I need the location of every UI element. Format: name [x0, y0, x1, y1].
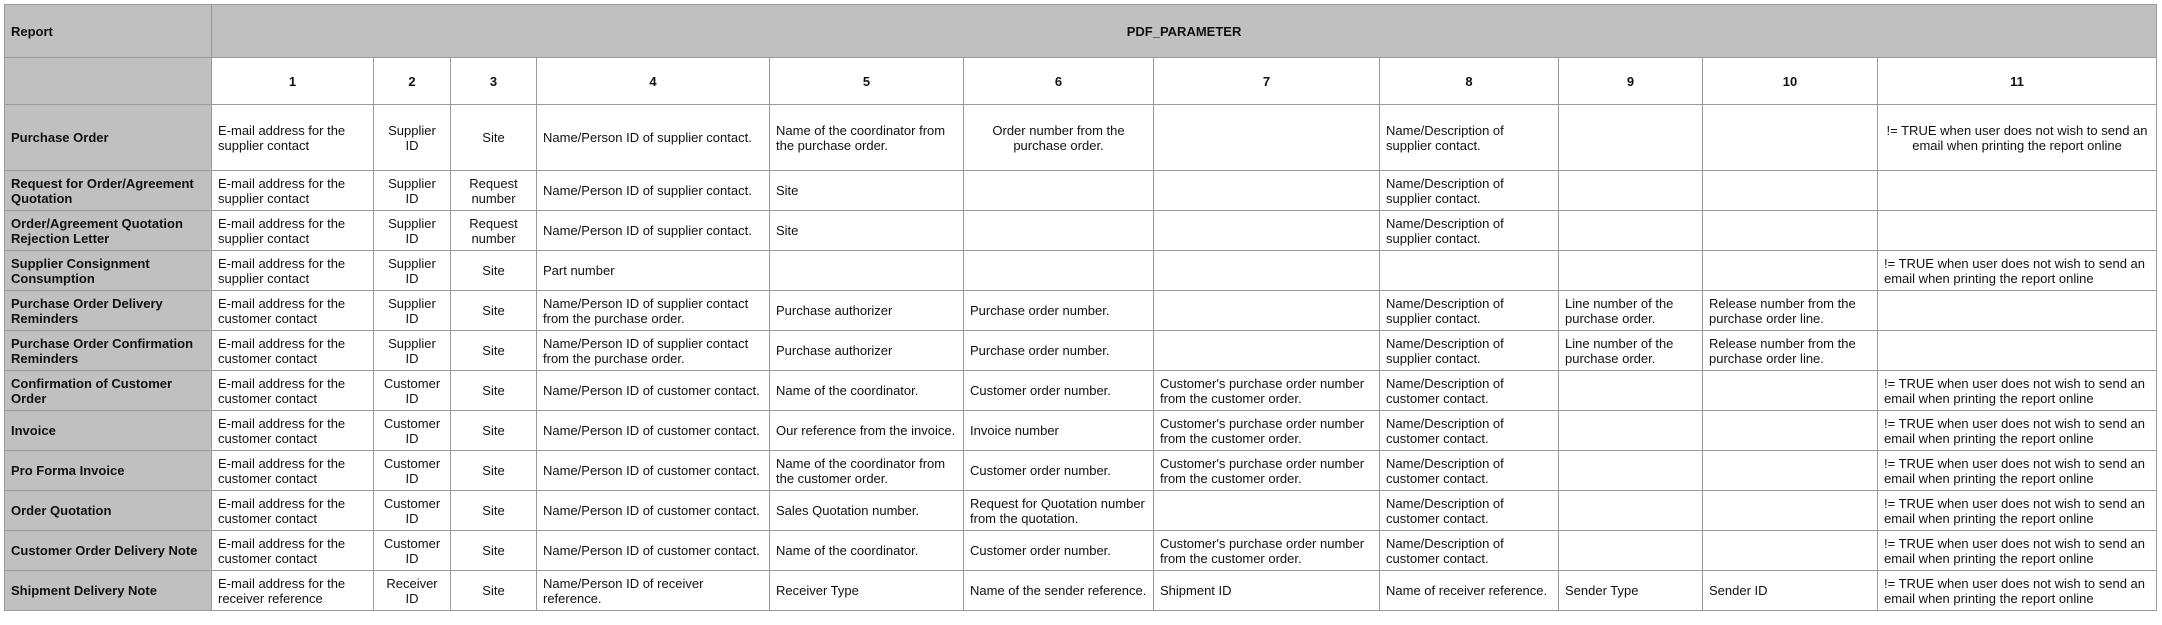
- parameter-cell-11: != TRUE when user does not wish to send an email when printing the report online: [1878, 571, 2157, 611]
- report-name-cell: Order Quotation: [5, 491, 212, 531]
- parameter-cell-10: Sender ID: [1703, 571, 1878, 611]
- table-row: [5, 371, 2157, 411]
- blank-header-cell: [5, 58, 212, 105]
- column-number-1: 1: [212, 58, 374, 105]
- parameter-cell-5: Sales Quotation number.: [770, 491, 964, 531]
- column-number-7: 7: [1154, 58, 1380, 105]
- parameter-cell-5: Name of the coordinator.: [770, 371, 964, 411]
- parameter-cell-8: Name/Description of supplier contact.: [1380, 331, 1559, 371]
- parameter-cell-9: [1559, 531, 1703, 571]
- parameter-cell-3: Site: [451, 491, 537, 531]
- parameter-cell-1: E-mail address for the supplier contact: [212, 171, 374, 211]
- parameter-cell-9: [1559, 371, 1703, 411]
- parameter-cell-5: Site: [770, 211, 964, 251]
- report-name-cell: Order/Agreement Quotation Rejection Letter: [5, 211, 212, 251]
- parameter-cell-3: Site: [451, 451, 537, 491]
- parameter-cell-10: [1703, 531, 1878, 571]
- parameter-cell-4: Name/Person ID of receiver reference.: [537, 571, 770, 611]
- column-number-2: 2: [374, 58, 451, 105]
- parameter-cell-7: Customer's purchase order number from the customer order.: [1154, 451, 1380, 491]
- column-number-10: 10: [1703, 58, 1878, 105]
- parameter-cell-7: [1154, 211, 1380, 251]
- parameter-cell-4: Name/Person ID of supplier contact from the purchase order.: [537, 331, 770, 371]
- parameter-cell-5: Name of the coordinator from the purchase order.: [770, 105, 964, 171]
- report-name-cell: Purchase Order Confirmation Reminders: [5, 331, 212, 371]
- parameter-cell-7: [1154, 171, 1380, 211]
- parameter-cell-8: Name/Description of supplier contact.: [1380, 171, 1559, 211]
- table-row: [5, 251, 2157, 291]
- parameter-cell-7: [1154, 491, 1380, 531]
- table-row: [5, 291, 2157, 331]
- parameter-cell-2: Supplier ID: [374, 105, 451, 171]
- parameter-cell-9: Sender Type: [1559, 571, 1703, 611]
- parameter-cell-2: Customer ID: [374, 451, 451, 491]
- parameter-cell-5: Purchase authorizer: [770, 331, 964, 371]
- parameter-cell-7: Shipment ID: [1154, 571, 1380, 611]
- parameter-cell-11: [1878, 291, 2157, 331]
- parameter-cell-11: != TRUE when user does not wish to send an email when printing the report online: [1878, 371, 2157, 411]
- column-number-3: 3: [451, 58, 537, 105]
- parameter-cell-6: Name of the sender reference.: [964, 571, 1154, 611]
- parameter-cell-8: Name/Description of supplier contact.: [1380, 211, 1559, 251]
- parameter-cell-10: Release number from the purchase order line.: [1703, 291, 1878, 331]
- parameter-cell-6: [964, 211, 1154, 251]
- parameter-cell-4: Name/Person ID of customer contact.: [537, 491, 770, 531]
- parameter-cell-1: E-mail address for the customer contact: [212, 371, 374, 411]
- parameter-cell-9: [1559, 105, 1703, 171]
- parameter-cell-6: Order number from the purchase order.: [964, 105, 1154, 171]
- parameter-cell-4: Name/Person ID of supplier contact.: [537, 105, 770, 171]
- parameter-cell-8: Name/Description of customer contact.: [1380, 411, 1559, 451]
- report-name-cell: Invoice: [5, 411, 212, 451]
- parameter-cell-8: [1380, 251, 1559, 291]
- parameter-cell-3: Site: [451, 105, 537, 171]
- parameter-cell-5: Our reference from the invoice.: [770, 411, 964, 451]
- report-name-cell: Customer Order Delivery Note: [5, 531, 212, 571]
- parameter-cell-1: E-mail address for the customer contact: [212, 451, 374, 491]
- parameter-cell-1: E-mail address for the customer contact: [212, 331, 374, 371]
- table-row: [5, 531, 2157, 571]
- report-name-cell: Purchase Order: [5, 105, 212, 171]
- column-number-8: 8: [1380, 58, 1559, 105]
- parameter-cell-11: != TRUE when user does not wish to send an email when printing the report online: [1878, 411, 2157, 451]
- parameter-cell-4: Name/Person ID of supplier contact from the purchase order.: [537, 291, 770, 331]
- parameter-cell-2: Supplier ID: [374, 171, 451, 211]
- parameter-cell-1: E-mail address for the customer contact: [212, 411, 374, 451]
- parameter-cell-8: Name/Description of supplier contact.: [1380, 105, 1559, 171]
- report-header-cell: Report: [5, 5, 212, 58]
- parameter-cell-8: Name/Description of customer contact.: [1380, 371, 1559, 411]
- column-number-5: 5: [770, 58, 964, 105]
- parameter-cell-4: Name/Person ID of customer contact.: [537, 411, 770, 451]
- parameter-cell-4: Name/Person ID of supplier contact.: [537, 211, 770, 251]
- parameter-cell-2: Customer ID: [374, 531, 451, 571]
- parameter-cell-6: Customer order number.: [964, 451, 1154, 491]
- parameter-cell-11: [1878, 171, 2157, 211]
- parameter-cell-9: [1559, 251, 1703, 291]
- parameter-cell-1: E-mail address for the supplier contact: [212, 105, 374, 171]
- report-name-cell: Confirmation of Customer Order: [5, 371, 212, 411]
- parameter-cell-5: Name of the coordinator.: [770, 531, 964, 571]
- parameter-cell-5: Site: [770, 171, 964, 211]
- parameter-cell-11: [1878, 211, 2157, 251]
- parameter-cell-11: != TRUE when user does not wish to send an email when printing the report online: [1878, 105, 2157, 171]
- parameter-cell-8: Name of receiver reference.: [1380, 571, 1559, 611]
- parameter-cell-2: Supplier ID: [374, 251, 451, 291]
- report-name-cell: Pro Forma Invoice: [5, 451, 212, 491]
- parameter-cell-4: Part number: [537, 251, 770, 291]
- parameter-cell-10: [1703, 371, 1878, 411]
- parameter-cell-2: Receiver ID: [374, 571, 451, 611]
- parameter-cell-7: [1154, 105, 1380, 171]
- parameter-cell-10: [1703, 171, 1878, 211]
- parameter-cell-4: Name/Person ID of customer contact.: [537, 371, 770, 411]
- parameter-cell-4: Name/Person ID of customer contact.: [537, 451, 770, 491]
- parameter-cell-7: Customer's purchase order number from the customer order.: [1154, 371, 1380, 411]
- table-row: [5, 331, 2157, 371]
- parameter-cell-6: Invoice number: [964, 411, 1154, 451]
- parameter-cell-9: [1559, 491, 1703, 531]
- parameter-cell-11: != TRUE when user does not wish to send an email when printing the report online: [1878, 531, 2157, 571]
- parameter-cell-6: Customer order number.: [964, 371, 1154, 411]
- column-number-11: 11: [1878, 58, 2157, 105]
- parameter-cell-9: [1559, 211, 1703, 251]
- parameter-cell-9: [1559, 171, 1703, 211]
- parameter-cell-3: Request number: [451, 171, 537, 211]
- parameter-cell-8: Name/Description of customer contact.: [1380, 451, 1559, 491]
- parameter-cell-10: [1703, 105, 1878, 171]
- parameter-cell-2: Customer ID: [374, 411, 451, 451]
- parameter-cell-8: Name/Description of supplier contact.: [1380, 291, 1559, 331]
- parameter-cell-5: Purchase authorizer: [770, 291, 964, 331]
- parameter-cell-1: E-mail address for the receiver reference: [212, 571, 374, 611]
- parameter-cell-2: Supplier ID: [374, 211, 451, 251]
- parameter-cell-10: [1703, 251, 1878, 291]
- parameter-cell-2: Supplier ID: [374, 331, 451, 371]
- parameter-cell-9: Line number of the purchase order.: [1559, 331, 1703, 371]
- table-row: [5, 171, 2157, 211]
- parameter-cell-10: [1703, 451, 1878, 491]
- parameter-cell-5: [770, 251, 964, 291]
- parameter-table-container: [4, 4, 2157, 611]
- table-row: [5, 571, 2157, 611]
- parameter-cell-3: Request number: [451, 211, 537, 251]
- report-name-cell: Request for Order/Agreement Quotation: [5, 171, 212, 211]
- table-row: [5, 411, 2157, 451]
- parameter-cell-3: Site: [451, 571, 537, 611]
- table-row: [5, 451, 2157, 491]
- parameter-cell-6: Purchase order number.: [964, 291, 1154, 331]
- parameter-cell-3: Site: [451, 331, 537, 371]
- parameter-cell-10: [1703, 411, 1878, 451]
- parameter-cell-4: Name/Person ID of supplier contact.: [537, 171, 770, 211]
- parameter-cell-3: Site: [451, 371, 537, 411]
- parameter-cell-3: Site: [451, 531, 537, 571]
- parameter-cell-6: Customer order number.: [964, 531, 1154, 571]
- parameter-cell-9: [1559, 411, 1703, 451]
- parameter-cell-3: Site: [451, 291, 537, 331]
- parameter-cell-5: Receiver Type: [770, 571, 964, 611]
- report-name-cell: Purchase Order Delivery Reminders: [5, 291, 212, 331]
- parameter-cell-6: [964, 251, 1154, 291]
- parameter-cell-3: Site: [451, 251, 537, 291]
- parameter-cell-1: E-mail address for the supplier contact: [212, 251, 374, 291]
- parameter-cell-10: [1703, 491, 1878, 531]
- parameter-cell-11: != TRUE when user does not wish to send an email when printing the report online: [1878, 451, 2157, 491]
- pdf-parameter-header: PDF_PARAMETER: [212, 5, 2157, 58]
- parameter-cell-9: [1559, 451, 1703, 491]
- parameter-cell-2: Customer ID: [374, 371, 451, 411]
- parameter-cell-10: [1703, 211, 1878, 251]
- parameter-cell-7: [1154, 331, 1380, 371]
- parameter-cell-2: Customer ID: [374, 491, 451, 531]
- parameter-cell-5: Name of the coordinator from the customer order.: [770, 451, 964, 491]
- parameter-cell-11: [1878, 331, 2157, 371]
- table-row: [5, 105, 2157, 171]
- parameter-cell-1: E-mail address for the supplier contact: [212, 211, 374, 251]
- parameter-cell-6: Request for Quotation number from the quotation.: [964, 491, 1154, 531]
- parameter-cell-7: [1154, 251, 1380, 291]
- table-row: [5, 491, 2157, 531]
- parameter-cell-10: Release number from the purchase order line.: [1703, 331, 1878, 371]
- report-name-cell: Shipment Delivery Note: [5, 571, 212, 611]
- table-row: [5, 211, 2157, 251]
- report-name-cell: Supplier Consignment Consumption: [5, 251, 212, 291]
- column-number-4: 4: [537, 58, 770, 105]
- parameter-cell-7: Customer's purchase order number from the customer order.: [1154, 531, 1380, 571]
- parameter-cell-7: [1154, 291, 1380, 331]
- column-number-6: 6: [964, 58, 1154, 105]
- parameter-cell-11: != TRUE when user does not wish to send an email when printing the report online: [1878, 491, 2157, 531]
- parameter-cell-8: Name/Description of customer contact.: [1380, 491, 1559, 531]
- parameter-cell-9: Line number of the purchase order.: [1559, 291, 1703, 331]
- parameter-cell-1: E-mail address for the customer contact: [212, 291, 374, 331]
- parameter-cell-1: E-mail address for the customer contact: [212, 491, 374, 531]
- pdf-parameter-table: [4, 4, 2157, 611]
- parameter-cell-6: Purchase order number.: [964, 331, 1154, 371]
- parameter-cell-1: E-mail address for the customer contact: [212, 531, 374, 571]
- parameter-cell-8: Name/Description of customer contact.: [1380, 531, 1559, 571]
- column-number-9: 9: [1559, 58, 1703, 105]
- parameter-cell-7: Customer's purchase order number from the customer order.: [1154, 411, 1380, 451]
- parameter-cell-4: Name/Person ID of customer contact.: [537, 531, 770, 571]
- parameter-cell-6: [964, 171, 1154, 211]
- parameter-cell-3: Site: [451, 411, 537, 451]
- parameter-cell-2: Supplier ID: [374, 291, 451, 331]
- parameter-cell-11: != TRUE when user does not wish to send an email when printing the report online: [1878, 251, 2157, 291]
